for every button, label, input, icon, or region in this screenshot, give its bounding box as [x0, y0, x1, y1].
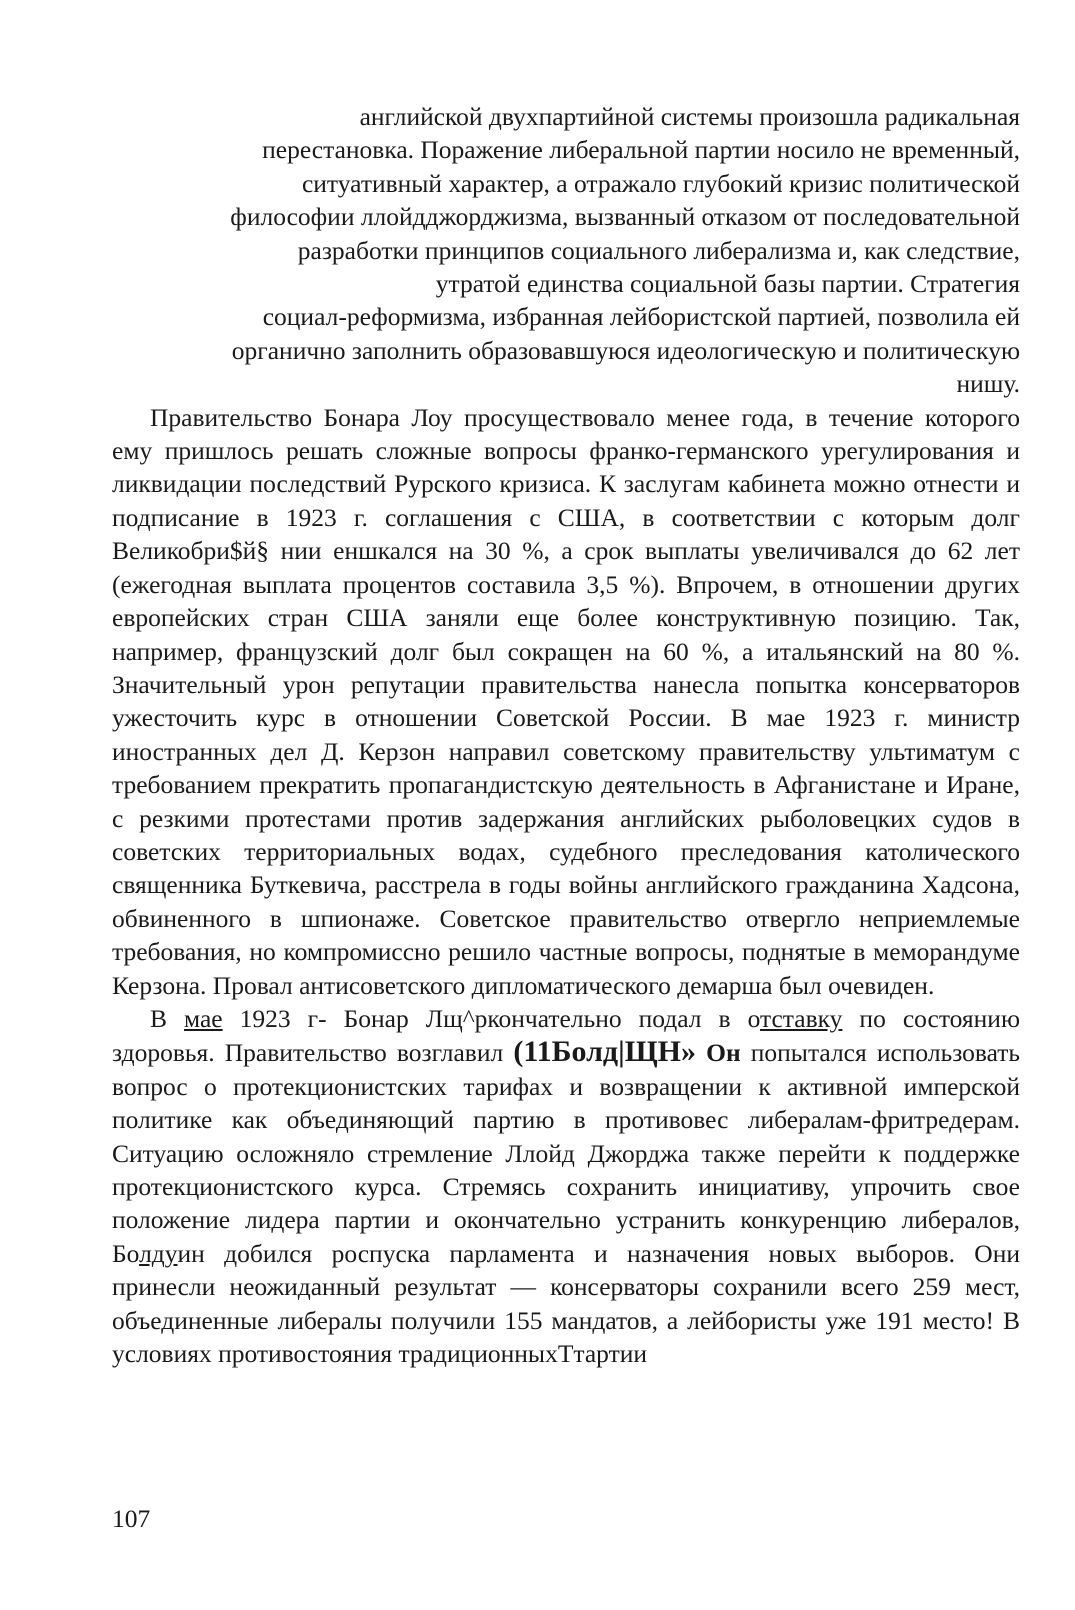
- text-run: ин добился роспуска парламента и назначения новых выборов. Они принесли неожиданный результат — консерваторы сохранили всего 259 мест, объединенные либералы получили 155 мандатов, а лейбористы уже 191 место! В условиях противостояния традиционныхТтартии: [112, 1238, 1020, 1369]
- text-line: разработки принципов социального либерализма и, как следствие,: [297, 235, 1020, 265]
- underlined-text: тставку: [760, 1003, 843, 1033]
- page-number: 107: [112, 1504, 151, 1533]
- text-line: английской двухпартийной системы произошла радикальная: [359, 102, 1020, 131]
- text-line: нишу.: [956, 369, 1020, 399]
- text-line: органично заполнить образовавшуюся идеологическую и политическую: [231, 335, 1020, 365]
- page-body: [112, 100, 1020, 1370]
- text-line: ситуативный характер, а отражало глубокий кризис политической: [301, 168, 1020, 198]
- text-run: В: [150, 1003, 185, 1033]
- text-run: [696, 1038, 706, 1067]
- text-line: перестановка. Поражение либеральной партии носило не временный,: [262, 135, 1020, 165]
- text-run: 1923 г- Бонар Лщ^ркончательно подал в о: [222, 1003, 761, 1033]
- text-line: философии ллойдджорджизма, вызванный отказом от последовательной: [230, 202, 1020, 232]
- paragraph-baldwin-government: [112, 1002, 1020, 1370]
- bold-text: (11Болд|ЩН»: [513, 1035, 696, 1069]
- underlined-text: мае: [184, 1003, 223, 1033]
- paragraph-bonar-law-government: Правительство Бонара Лоу просуществовало менее года, в течение которого ему пришлось решать сложные вопросы франко-германского урегулирования и ликвидации последствий Рурского кризиса. К заслугам кабинета можно отнести и подписание в 1923 г. соглашения с США, в соответствии с которым долг Великобри$й§ нии еншкался на 30 %, а срок выплаты увеличивался до 62 лет (ежегодная выплата процентов составила 3,5 %). Впрочем, в отношении других европейских стран США заняли еще более конструктивную позицию. Так, например, французский долг был сокращен на 60 %, а итальянский на 80 %. Значительный урон репутации правительства нанесла попытка консерваторов ужесточить курс в отношении Советской России. В мае 1923 г. министр иностранных дел Д. Керзон направил советскому правительству ультиматум с требованием прекратить пропагандистскую деятельность в Афганистане и Иране, с резкими протестами против задержания английских рыболовецких судов в советских территориальных водах, судебного преследования католического священника Буткевича, расстрела в годы войны английского гражданина Хадсона, обвиненного в шпионаже. Советское правительство отвергло неприемлемые требования, но компромиссно решило частные вопросы, поднятые в меморандуме Керзона. Провал антисоветского дипломатического демарша был очевиден.: [112, 402, 1020, 1000]
- underlined-text: лду: [139, 1238, 178, 1268]
- text-run: по состоянию здоровья. Правительство возглавил: [112, 1003, 1021, 1068]
- paragraph-continuation: [112, 100, 1020, 401]
- text-run: попытался использовать вопрос о протекционистских тарифах и возвращении к активной имперской политике как объединяющий партию в противовес либералам-фритредерам. Ситуацию осложняло стремление Ллойд Джорджа также перейти к поддержке протекционистского курса. Стремясь сохранить инициативу, упрочить свое положение лидера партии и окончательно устранить конкуренцию либералов, Бо: [112, 1038, 1021, 1268]
- bold-text: Он: [706, 1038, 741, 1068]
- text-line: социал-реформизма, избранная лейбористской партией, позволила ей: [262, 302, 1020, 332]
- text-line: утратой единства социальной базы партии. Стратегия: [435, 269, 1020, 299]
